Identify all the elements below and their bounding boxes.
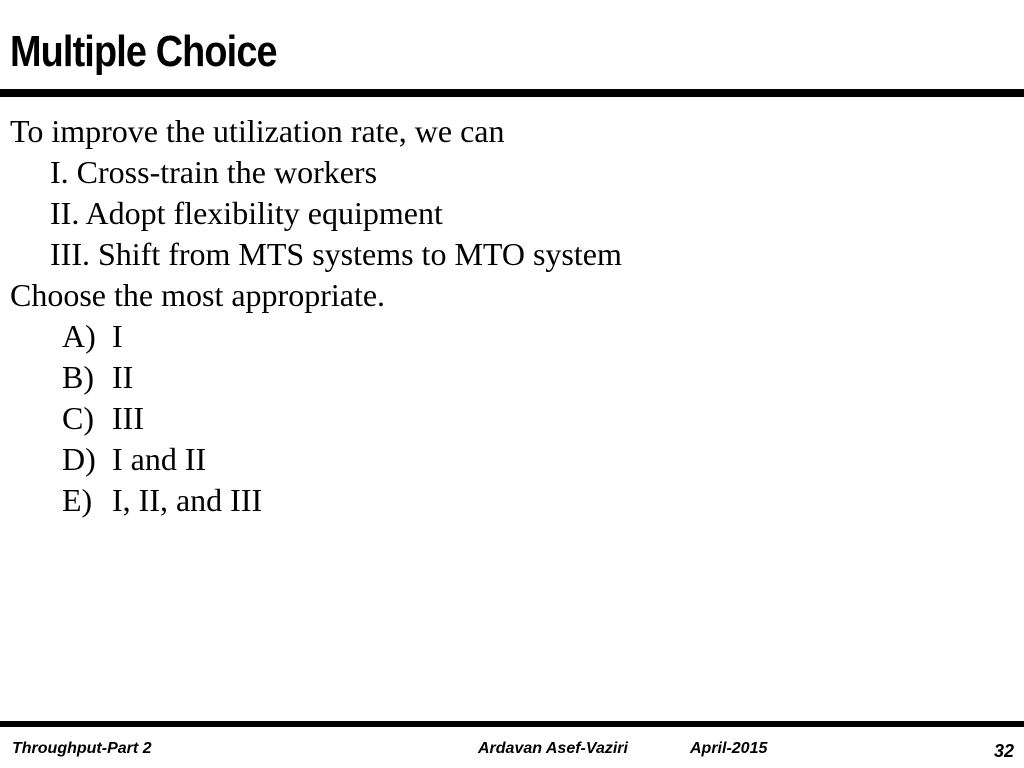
footer-course-title: Throughput-Part 2 bbox=[12, 740, 152, 757]
option-letter: A) bbox=[62, 318, 96, 354]
option-c bbox=[10, 398, 622, 439]
footer-author: Ardavan Asef-Vaziri bbox=[478, 740, 628, 757]
option-text: III bbox=[112, 400, 144, 436]
option-text: II bbox=[112, 359, 134, 395]
option-letter: E) bbox=[62, 482, 93, 518]
statement-1: I. Cross-train the workers bbox=[50, 154, 378, 190]
question-prompt: Choose the most appropriate. bbox=[10, 277, 386, 313]
option-text: I, II, and III bbox=[112, 482, 263, 518]
answer-options bbox=[10, 316, 622, 521]
option-letter: D) bbox=[62, 441, 96, 477]
slide-title: Multiple Choice bbox=[10, 27, 277, 76]
option-d bbox=[10, 439, 622, 480]
page-number: 32 bbox=[993, 741, 1014, 761]
option-a bbox=[10, 316, 622, 357]
statement-2: II. Adopt flexibility equipment bbox=[50, 195, 443, 231]
statement-3: III. Shift from MTS systems to MTO system bbox=[50, 236, 622, 272]
option-letter: C) bbox=[62, 400, 94, 436]
footer-divider bbox=[0, 721, 1024, 727]
option-letter: B) bbox=[62, 359, 94, 395]
footer-date: April-2015 bbox=[690, 740, 768, 757]
option-e bbox=[10, 480, 622, 521]
option-text: I and II bbox=[112, 441, 207, 477]
option-b bbox=[10, 357, 622, 398]
question-stem: To improve the utilization rate, we can bbox=[10, 113, 505, 149]
title-divider bbox=[0, 89, 1024, 97]
question-block bbox=[10, 111, 622, 521]
option-text: I bbox=[112, 318, 123, 354]
